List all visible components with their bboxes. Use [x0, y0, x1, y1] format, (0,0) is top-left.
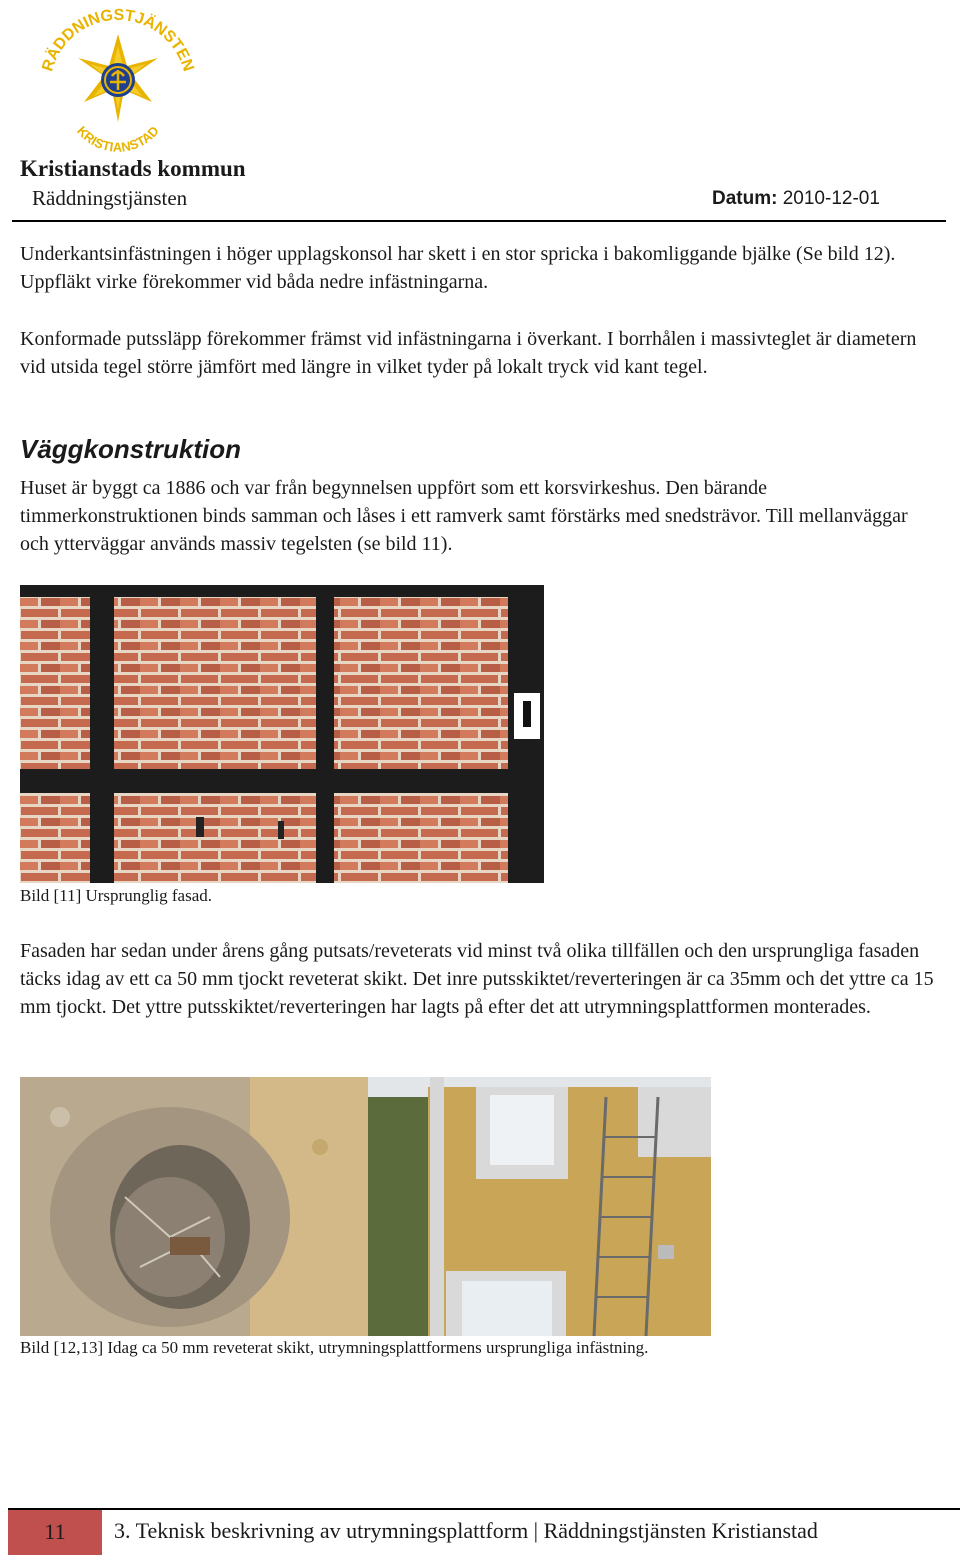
raddningstjansten-logo — [28, 2, 208, 154]
date-value: 2010-12-01 — [782, 188, 880, 209]
department-name: Räddningstjänsten — [32, 186, 188, 210]
svg-text:RÄDDNINGSTJÄNSTEN: RÄDDNINGSTJÄNSTEN — [39, 6, 197, 74]
date-label: Datum: — [712, 188, 778, 209]
header-divider — [12, 220, 946, 222]
section-heading: Väggkonstruktion — [20, 434, 242, 464]
footer-title: 3. Teknisk beskrivning av utrymningsplattform | Räddningstjänsten Kristianstad — [114, 1518, 818, 1543]
paragraph-1: Underkantsinfästningen i höger upplagskonsol har skett i en stor spricka i bakomliggande bjälke (Se bild 12). Uppfläkt virke förekommer vid båda nedre infästningarna. — [20, 243, 896, 293]
organization-name: Kristianstads kommun — [20, 156, 246, 181]
figure-caption-12-13: Bild [12,13] Idag ca 50 mm reveterat skikt, utrymningsplattformens ursprungliga infästning. — [20, 1338, 649, 1357]
figure-caption-11: Bild [11] Ursprunglig fasad. — [20, 886, 213, 905]
plaster-hole-photo — [20, 1077, 368, 1336]
paragraph-4: Fasaden har sedan under årens gång putsats/reveterats vid minst två olika tillfällen och den ursprungliga fasaden täcks idag av ett ca 50 mm tjockt reveterat skikt. Det inre putsskiktet/reverteringen är ca 35mm och det yttre ca 15 mm tjockt. Det yttre putsskiktet/reverteringen har lagts på efter det att utrymningsplattformen monterades. — [20, 940, 934, 1018]
paragraph-2: Konformade putssläpp förekommer främst vid infästningarna i överkant. I borrhålen i massivteglet är diametern vid utsida tegel större jämfört med längre in vilket tyder på lokalt tryck vid kant tegel. — [20, 328, 917, 378]
paragraph-3: Huset är byggt ca 1886 och var från begynnelsen uppfört som ett korsvirkeshus. Den bärande timmerkonstruktionen binds samman och låses i ett ramverk samt förstärks med snedsträvor. Till mellanväggar och ytterväggar används massiv tegelsten (se bild 11). — [20, 477, 908, 555]
building-facade-photo — [368, 1077, 711, 1336]
svg-text:KRISTIANSTAD: KRISTIANSTAD — [74, 123, 162, 154]
footer-divider — [8, 1508, 960, 1510]
page-number: 11 — [44, 1519, 66, 1544]
document-date — [712, 188, 880, 210]
facade-photo — [20, 585, 544, 883]
